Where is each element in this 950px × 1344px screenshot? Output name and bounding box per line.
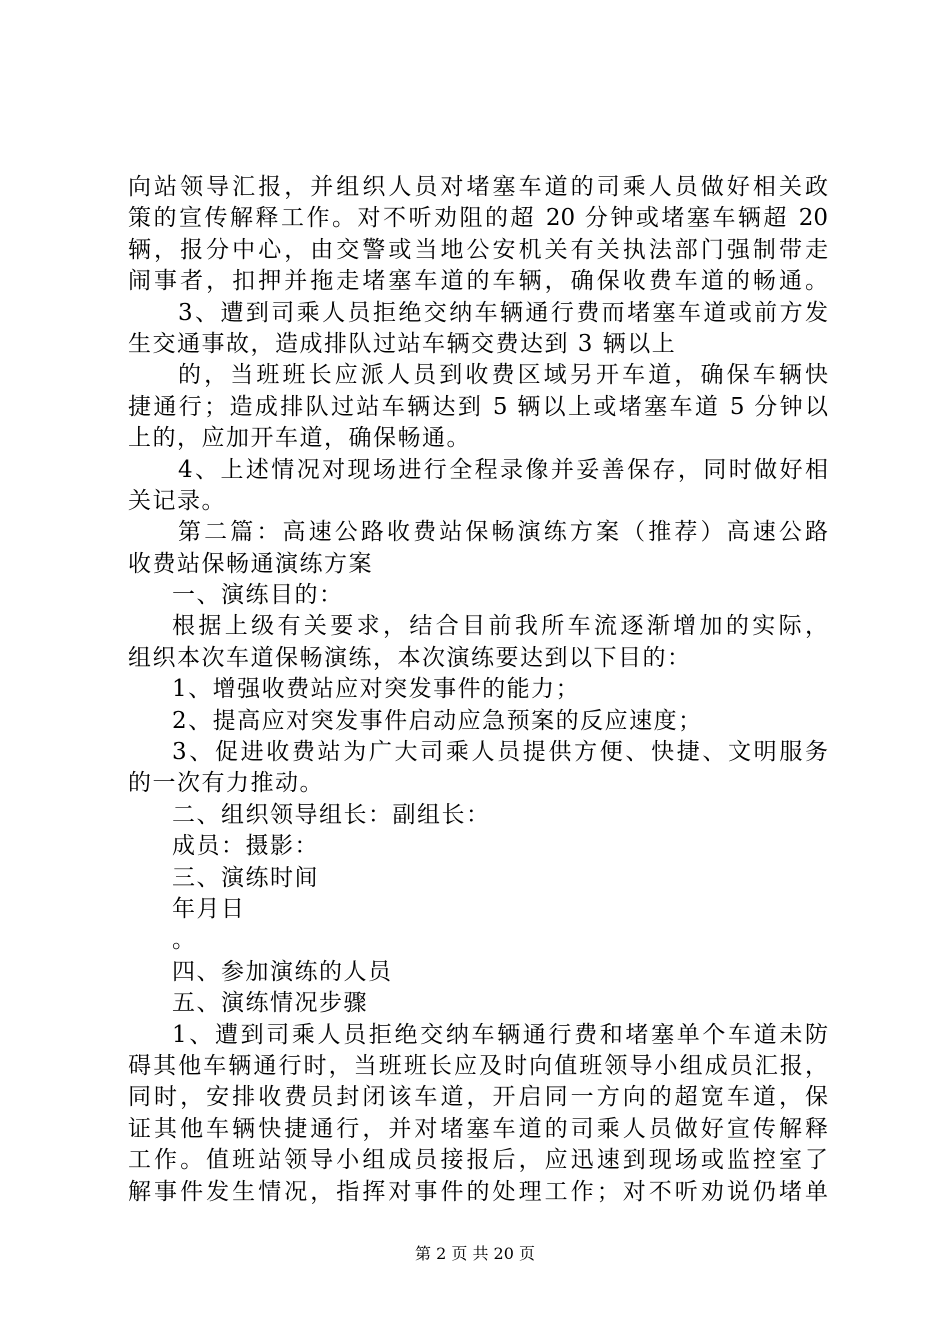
text-line: 生交通事故，造成排队过站车辆交费达到 3 辆以上 (128, 330, 677, 357)
text-line: 关记录。 (128, 487, 226, 514)
text-line: 3、遭到司乘人员拒绝交纳车辆通行费而堵塞车道或前方发 (178, 299, 828, 326)
text-line: 1、增强收费站应对突发事件的能力； (172, 676, 581, 703)
text-line: 组织本次车道保畅演练，本次演练要达到以下目的： (128, 644, 692, 671)
text-line: 年月日 (172, 895, 246, 922)
text-line: 根据上级有关要求，结合目前我所车流逐渐增加的实际， (172, 613, 828, 640)
text-line: 捷通行；造成排队过站车辆达到 5 辆以上或堵塞车道 5 分钟以 (128, 393, 828, 420)
text-line: 同时，安排收费员封闭该车道，开启同一方向的超宽车道，保 (128, 1084, 828, 1111)
text-line: 的，当班班长应派人员到收费区域另开车道，确保车辆快 (178, 362, 828, 389)
section-heading: 收费站保畅通演练方案 (128, 550, 373, 577)
text-line: 一、演练目的： (172, 582, 344, 609)
section-heading: 第二篇：高速公路收费站保畅演练方案（推荐）高速公路 (178, 519, 828, 546)
page-number-footer: 第 2 页 共 20 页 (415, 1244, 535, 1263)
document-body (128, 172, 828, 1208)
text-line: 向站领导汇报，并组织人员对堵塞车道的司乘人员做好相关政 (128, 174, 828, 200)
text-line: 。 (172, 927, 197, 954)
text-line: 证其他车辆快捷通行，并对堵塞车道的司乘人员做好宣传解释 (128, 1115, 828, 1142)
text-line: 成员：摄影： (172, 833, 319, 860)
text-line: 四、参加演练的人员 (172, 958, 393, 985)
text-line: 1、遭到司乘人员拒绝交纳车辆通行费和堵塞单个车道未防 (172, 1021, 828, 1048)
text-line: 闹事者，扣押并拖走堵塞车道的车辆，确保收费车道的畅通。 (128, 268, 828, 295)
text-line: 碍其他车辆通行时，当班班长应及时向值班领导小组成员汇报， (128, 1052, 828, 1079)
text-line: 4、上述情况对现场进行全程录像并妥善保存，同时做好相 (178, 456, 828, 483)
text-line: 五、演练情况步骤 (172, 990, 368, 1017)
text-line: 二、组织领导组长：副组长： (172, 801, 491, 828)
text-line: 解事件发生情况，指挥对事件的处理工作；对不听劝说仍堵单 (128, 1178, 828, 1205)
text-line: 三、演练时间 (172, 864, 319, 891)
text-line: 辆，报分中心，由交警或当地公安机关有关执法部门强制带走 (128, 236, 828, 263)
text-line: 3、促进收费站为广大司乘人员提供方便、快捷、文明服务 (172, 739, 828, 766)
text-line: 策的宣传解释工作。对不听劝阻的超 20 分钟或堵塞车辆超 20 (128, 205, 828, 232)
text-line: 的一次有力推动。 (128, 770, 324, 797)
text-line: 工作。值班站领导小组成员接报后，应迅速到现场或监控室了 (128, 1147, 828, 1174)
text-line: 上的，应加开车道，确保畅通。 (128, 425, 471, 452)
text-line: 2、提高应对突发事件启动应急预案的反应速度； (172, 707, 703, 734)
